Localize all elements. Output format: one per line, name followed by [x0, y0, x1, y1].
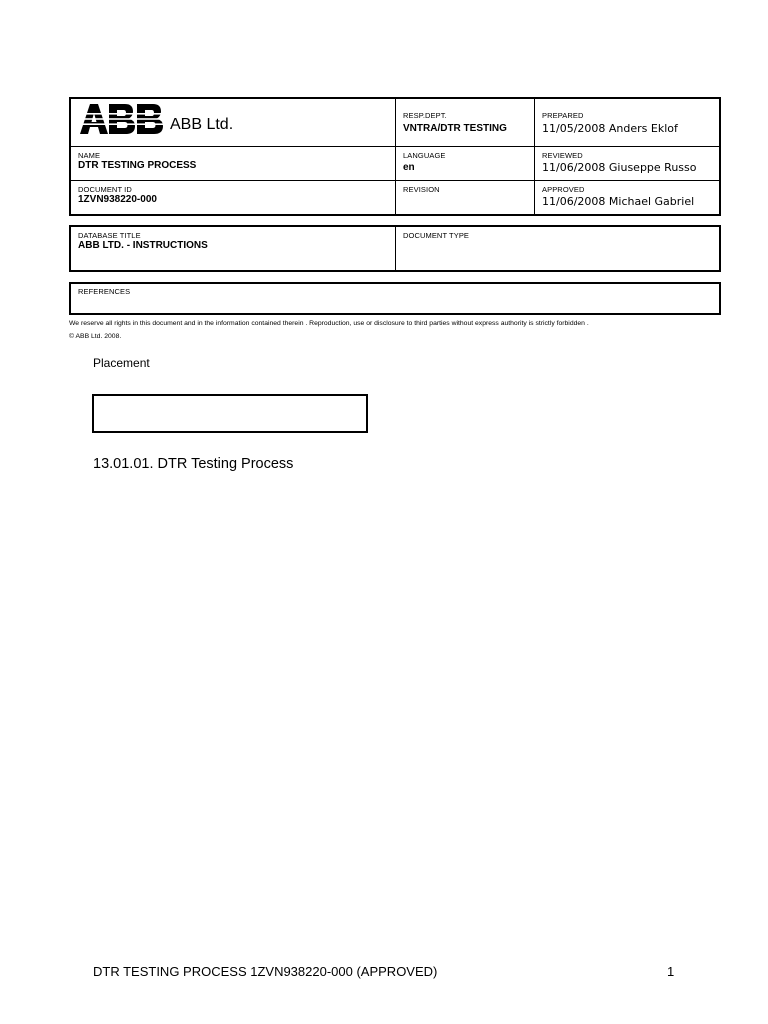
section-heading: 13.01.01. DTR Testing Process [93, 456, 294, 472]
page-number: 1 [667, 964, 675, 979]
reviewed-value: 11/06/2008 Giuseppe Russo [542, 161, 697, 174]
company-logo [80, 104, 233, 134]
database-divider [395, 226, 396, 271]
revision-label: REVISION [403, 185, 440, 194]
rights-notice: We reserve all rights in this document and in the information contained therein . Reproduction, use or disclosure to third parties without express authority is strictly forbidden . [69, 320, 589, 327]
placement-box [92, 394, 368, 433]
database-title-label: DATABASE TITLE [78, 231, 141, 240]
prepared-value: 11/05/2008 Anders Eklof [542, 122, 678, 135]
document-id-label: DOCUMENT ID [78, 185, 132, 194]
placement-label: Placement [93, 356, 150, 370]
name-label: NAME [78, 151, 101, 160]
name-value: DTR TESTING PROCESS [78, 160, 197, 171]
document-id-value: 1ZVN938220-000 [78, 194, 157, 205]
copyright: © ABB Ltd. 2008. [69, 333, 122, 340]
reviewed-label: REVIEWED [542, 151, 583, 160]
references-label: REFERENCES [78, 287, 131, 296]
header-divider-1 [395, 98, 396, 215]
prepared-label: PREPARED [542, 111, 584, 120]
language-value: en [403, 162, 415, 173]
approved-label: APPROVED [542, 185, 585, 194]
language-label: LANGUAGE [403, 151, 446, 160]
resp-dept-label: RESP.DEPT. [403, 111, 447, 120]
resp-dept-value: VNTRA/DTR TESTING [403, 123, 507, 134]
footer-document-line: DTR TESTING PROCESS 1ZVN938220-000 (APPROVED) [93, 964, 438, 979]
abb-logo-icon [80, 104, 164, 134]
references-box [69, 282, 721, 315]
header-row-divider-2 [70, 180, 720, 181]
header-divider-2 [534, 98, 535, 215]
database-title-value: ABB LTD. - INSTRUCTIONS [78, 240, 208, 251]
header-row-divider-1 [70, 146, 720, 147]
document-type-label: DOCUMENT TYPE [403, 231, 470, 240]
company-name: ABB Ltd. [170, 116, 234, 133]
approved-value: 11/06/2008 Michael Gabriel [542, 195, 695, 208]
